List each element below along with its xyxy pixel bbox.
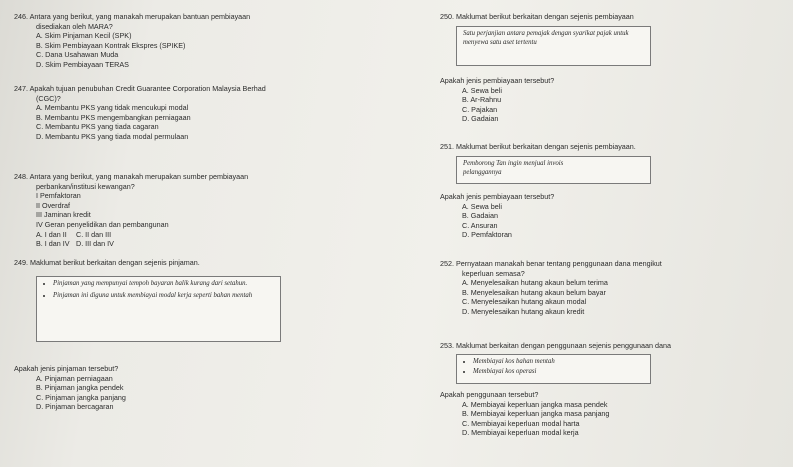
- question-249-info-1: • Pinjaman yang mempunyai tempoh bayaran balik kurang dari setahun.: [53, 279, 274, 288]
- question-249-option-a[interactable]: A. Pinjaman perniagaan: [36, 373, 113, 383]
- question-247-option-b[interactable]: B. Membantu PKS mengembangkan perniagaan: [36, 112, 191, 122]
- question-251-info-box: [456, 156, 651, 184]
- question-252-stem: 252. Pernyataan manakah benar tentang penggunaan dana mengikut: [440, 259, 662, 268]
- question-253-option-b[interactable]: B. Membiayai keperluan jangka masa panjang: [462, 409, 610, 419]
- question-246-stem-cont: disediakan oleh MARA?: [36, 21, 113, 31]
- question-247-option-a[interactable]: A. Membantu PKS yang tidak mencukupi modal: [36, 103, 189, 113]
- question-251-ask: Apakah jenis pembiayaan tersebut?: [440, 192, 555, 201]
- question-247-option-c[interactable]: C. Membantu PKS yang tiada cagaran: [36, 122, 159, 132]
- question-246: [14, 12, 364, 70]
- question-250-option-b[interactable]: B. Ar-Rahnu: [462, 95, 502, 105]
- question-246-stem: 246. Antara yang berikut, yang manakah merupakan bantuan pembiayaan: [14, 12, 251, 21]
- question-250-ask: Apakah jenis pembiayaan tersebut?: [440, 76, 555, 85]
- question-248-item-iv: IV Geran penyelidikan dan pembangunan: [36, 219, 169, 229]
- question-251-option-d[interactable]: D. Pemfaktoran: [462, 230, 512, 240]
- question-250-option-d[interactable]: D. Gadaian: [462, 114, 499, 124]
- question-246-option-c[interactable]: C. Dana Usahawan Muda: [36, 50, 119, 60]
- question-253: [440, 341, 785, 351]
- question-249-option-d[interactable]: D. Pinjaman bercagaran: [36, 402, 114, 412]
- question-250-stem: 250. Maklumat berikut berkaitan dengan sejenis pembiayaan: [440, 12, 634, 21]
- question-249-info-box: [36, 276, 281, 342]
- question-249-info-2: • Pinjaman ini diguna untuk membiayai modal kerja seperti bahan mentah: [53, 291, 274, 300]
- question-253-info-2: • Membiayai kos operasi: [473, 367, 644, 376]
- question-250-info-box: [456, 26, 651, 66]
- question-252-option-c[interactable]: C. Menyelesaikan hutang akaun modal: [462, 297, 587, 307]
- question-248-stem-cont: perbankan/institusi kewangan?: [36, 181, 135, 191]
- question-248-options-row2: [14, 239, 364, 249]
- question-251-option-a[interactable]: A. Sewa beli: [462, 201, 502, 211]
- question-251: [440, 142, 785, 152]
- question-249-option-b[interactable]: B. Pinjaman jangka pendek: [36, 383, 124, 393]
- question-248-item-ii: II Overdraf: [36, 200, 70, 210]
- question-248-item-iii: III Jaminan kredit: [36, 210, 91, 220]
- question-246-option-a[interactable]: A. Skim Pinjaman Kecil (SPK): [36, 31, 132, 41]
- question-251-options: [440, 192, 785, 240]
- question-253-info-1: • Membiayai kos bahan mentah: [473, 357, 644, 366]
- question-253-option-a[interactable]: A. Membiayai keperluan jangka masa pendek: [462, 399, 608, 409]
- question-251-stem: 251. Maklumat berikut berkaitan dengan sejenis pembiayaan.: [440, 142, 636, 151]
- question-249-options: [14, 364, 364, 412]
- question-253-option-d[interactable]: D. Membiayai keperluan modal kerja: [462, 428, 579, 438]
- question-251-info-2: pelanggannya: [463, 169, 502, 176]
- question-248-option-a[interactable]: A. I dan II: [36, 229, 67, 239]
- question-252-option-a[interactable]: A. Menyelesaikan hutang akaun belum terima: [462, 278, 608, 288]
- question-253-info-box: [456, 354, 651, 384]
- question-246-option-b[interactable]: B. Skim Pembiayaan Kontrak Ekspres (SPIKE): [36, 40, 186, 50]
- question-248-stem: 248. Antara yang berikut, yang manakah merupakan sumber pembiayaan: [14, 172, 249, 181]
- question-252-option-d[interactable]: D. Menyelesaikan hutang akaun kredit: [462, 306, 585, 316]
- question-252-option-b[interactable]: B. Menyelesaikan hutang akaun belum bayar: [462, 287, 606, 297]
- question-248-option-c[interactable]: C. II dan III: [76, 229, 112, 239]
- question-248-item-i: I Pemfaktoran: [36, 191, 81, 201]
- question-246-option-d[interactable]: D. Skim Pembiayaan TERAS: [36, 59, 129, 69]
- question-253-options: [440, 390, 785, 438]
- question-249-option-c[interactable]: C. Pinjaman jangka panjang: [36, 392, 126, 402]
- question-248-option-d[interactable]: D. III dan IV: [76, 239, 114, 249]
- question-249-stem: 249. Maklumat berikut berkaitan dengan sejenis pinjaman.: [14, 258, 200, 267]
- question-250: [440, 12, 785, 22]
- question-250-options: [440, 76, 785, 124]
- question-248: [14, 172, 364, 249]
- question-252: [440, 259, 785, 317]
- question-251-option-b[interactable]: B. Gadaian: [462, 211, 498, 221]
- question-249: [14, 258, 364, 268]
- question-251-option-c[interactable]: C. Ansuran: [462, 220, 498, 230]
- question-250-option-c[interactable]: C. Pajakan: [462, 104, 498, 114]
- question-247: [14, 84, 364, 142]
- question-248-options-row1: [14, 230, 364, 240]
- question-253-option-c[interactable]: C. Membiayai keperluan modal harta: [462, 418, 580, 428]
- question-247-stem-cont: (CGC)?: [36, 93, 61, 103]
- question-247-stem: 247. Apakah tujuan penubuhan Credit Guarantee Corporation Malaysia Berhad: [14, 84, 266, 93]
- question-248-option-b[interactable]: B. I dan IV: [36, 239, 70, 249]
- question-252-stem-cont: keperluan semasa?: [462, 268, 525, 278]
- question-250-info: Satu perjanjian antara pemajak dengan syarikat pajak untuk menyewa satu aset tertentu: [463, 30, 629, 46]
- question-253-stem: 253. Maklumat berkaitan dengan penggunaan sejenis penggunaan dana: [440, 341, 671, 350]
- question-250-option-a[interactable]: A. Sewa beli: [462, 85, 502, 95]
- question-251-info-1: Pemborong Tan ingin menjual invois: [463, 160, 564, 167]
- question-249-ask: Apakah jenis pinjaman tersebut?: [14, 364, 119, 373]
- question-247-option-d[interactable]: D. Membantu PKS yang tiada modal permulaan: [36, 131, 189, 141]
- question-253-ask: Apakah penggunaan tersebut?: [440, 390, 539, 399]
